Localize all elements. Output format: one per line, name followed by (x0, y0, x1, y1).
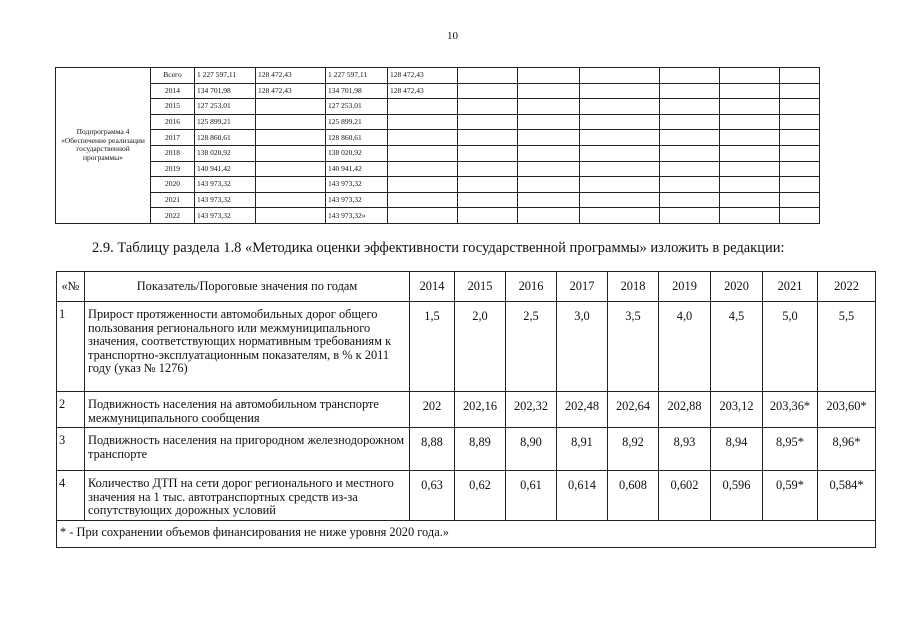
value-cell: 202,48 (557, 392, 608, 428)
empty-cell (720, 99, 780, 115)
amount-cell: 128 472,43 (256, 68, 326, 84)
year-cell: 2020 (151, 177, 195, 193)
header-year: 2015 (455, 272, 506, 302)
value-cell: 2,0 (455, 302, 506, 392)
amount-cell (388, 130, 458, 146)
empty-cell (660, 130, 720, 146)
value-cell: 0,62 (455, 471, 506, 521)
amount-cell: 128 860,61 (326, 130, 388, 146)
empty-cell (780, 83, 820, 99)
header-indicator: Показатель/Пороговые значения по годам (85, 272, 410, 302)
value-cell: 8,92 (608, 428, 659, 471)
table-row (57, 471, 876, 521)
amount-cell: 143 973,32 (195, 208, 256, 224)
table-row (56, 114, 820, 130)
row-number: 3 (57, 428, 85, 471)
value-cell: 4,5 (711, 302, 763, 392)
empty-cell (780, 177, 820, 193)
value-cell: 0,602 (659, 471, 711, 521)
amount-cell: 143 973,32 (195, 192, 256, 208)
empty-cell (660, 177, 720, 193)
section-heading: 2.9. Таблицу раздела 1.8 «Методика оценки эффективности государственной программы» изложить в редакции: (92, 240, 785, 256)
amount-cell: 140 941,42 (326, 161, 388, 177)
empty-cell (720, 114, 780, 130)
value-cell: 0,59* (763, 471, 818, 521)
empty-cell (580, 161, 660, 177)
table-header-row (57, 272, 876, 302)
value-cell: 8,89 (455, 428, 506, 471)
value-cell: 0,608 (608, 471, 659, 521)
value-cell: 203,12 (711, 392, 763, 428)
empty-cell (660, 208, 720, 224)
value-cell: 202,32 (506, 392, 557, 428)
value-cell: 8,91 (557, 428, 608, 471)
amount-cell: 140 941,42 (195, 161, 256, 177)
empty-cell (580, 192, 660, 208)
empty-cell (720, 145, 780, 161)
empty-cell (720, 192, 780, 208)
empty-cell (580, 114, 660, 130)
table-row (57, 428, 876, 471)
header-year: 2021 (763, 272, 818, 302)
indicator-cell: Количество ДТП на сети дорог регионального и местного значения на 1 тыс. автотранспортных средств из-за сопутствующих дорожных условий (85, 471, 410, 521)
amount-cell: 1 227 597,11 (195, 68, 256, 84)
value-cell: 202,88 (659, 392, 711, 428)
amount-cell (388, 192, 458, 208)
value-cell: 5,0 (763, 302, 818, 392)
amount-cell: 125 899,21 (326, 114, 388, 130)
empty-cell (458, 68, 518, 84)
amount-cell (388, 99, 458, 115)
amount-cell: 127 253,01 (195, 99, 256, 115)
table-row (56, 83, 820, 99)
header-year: 2018 (608, 272, 659, 302)
empty-cell (660, 192, 720, 208)
value-cell: 202,16 (455, 392, 506, 428)
empty-cell (458, 114, 518, 130)
funding-table (55, 67, 820, 224)
empty-cell (518, 208, 580, 224)
amount-cell: 134 701,98 (195, 83, 256, 99)
value-cell: 8,95* (763, 428, 818, 471)
value-cell: 3,0 (557, 302, 608, 392)
table-row (57, 392, 876, 428)
empty-cell (580, 177, 660, 193)
empty-cell (458, 208, 518, 224)
amount-cell (256, 99, 326, 115)
year-cell: 2018 (151, 145, 195, 161)
empty-cell (660, 145, 720, 161)
year-cell: Всего (151, 68, 195, 84)
amount-cell: 143 973,32 (326, 192, 388, 208)
amount-cell (256, 161, 326, 177)
indicator-cell: Прирост протяженности автомобильных дорог общего пользования регионального или межмуниципального значения, соответствующих нормативным требованиям к транспортно-эксплуатационным показателям, в % к 2011 году (указ № 1276) (85, 302, 410, 392)
table-row (56, 145, 820, 161)
empty-cell (458, 83, 518, 99)
indicator-cell: Подвижность населения на пригородном железнодорожном транспорте (85, 428, 410, 471)
amount-cell: 138 020,92 (195, 145, 256, 161)
amount-cell: 128 860,61 (195, 130, 256, 146)
empty-cell (720, 161, 780, 177)
empty-cell (580, 99, 660, 115)
row-number: 2 (57, 392, 85, 428)
table-row (57, 302, 876, 392)
value-cell: 203,60* (818, 392, 876, 428)
empty-cell (580, 208, 660, 224)
empty-cell (458, 192, 518, 208)
empty-cell (518, 192, 580, 208)
amount-cell (256, 208, 326, 224)
empty-cell (660, 161, 720, 177)
year-cell: 2016 (151, 114, 195, 130)
header-year: 2017 (557, 272, 608, 302)
amount-cell: 128 472,43 (388, 83, 458, 99)
value-cell: 2,5 (506, 302, 557, 392)
year-cell: 2019 (151, 161, 195, 177)
empty-cell (518, 68, 580, 84)
empty-cell (720, 83, 780, 99)
year-cell: 2014 (151, 83, 195, 99)
empty-cell (458, 177, 518, 193)
empty-cell (580, 68, 660, 84)
header-year: 2014 (410, 272, 455, 302)
header-num: «№ (57, 272, 85, 302)
header-year: 2022 (818, 272, 876, 302)
year-cell: 2015 (151, 99, 195, 115)
empty-cell (580, 130, 660, 146)
value-cell: 8,94 (711, 428, 763, 471)
value-cell: 0,584* (818, 471, 876, 521)
empty-cell (518, 145, 580, 161)
table-row (56, 177, 820, 193)
amount-cell (388, 161, 458, 177)
empty-cell (518, 99, 580, 115)
value-cell: 202 (410, 392, 455, 428)
empty-cell (580, 83, 660, 99)
amount-cell (388, 114, 458, 130)
amount-cell: 1 227 597,11 (326, 68, 388, 84)
amount-cell (256, 177, 326, 193)
table-row (56, 161, 820, 177)
empty-cell (518, 83, 580, 99)
empty-cell (720, 130, 780, 146)
header-year: 2016 (506, 272, 557, 302)
empty-cell (780, 130, 820, 146)
value-cell: 0,63 (410, 471, 455, 521)
value-cell: 0,614 (557, 471, 608, 521)
value-cell: 8,90 (506, 428, 557, 471)
amount-cell: 127 253,01 (326, 99, 388, 115)
amount-cell: 125 899,21 (195, 114, 256, 130)
value-cell: 3,5 (608, 302, 659, 392)
year-cell: 2021 (151, 192, 195, 208)
empty-cell (660, 68, 720, 84)
efficiency-table (56, 271, 876, 548)
amount-cell: 128 472,43 (388, 68, 458, 84)
empty-cell (780, 145, 820, 161)
value-cell: 4,0 (659, 302, 711, 392)
empty-cell (518, 177, 580, 193)
empty-cell (780, 99, 820, 115)
amount-cell (388, 145, 458, 161)
amount-cell: 143 973,32 (326, 177, 388, 193)
table-row (56, 130, 820, 146)
amount-cell (256, 114, 326, 130)
indicator-cell: Подвижность населения на автомобильном транспорте межмуниципального сообщения (85, 392, 410, 428)
empty-cell (780, 208, 820, 224)
amount-cell (256, 145, 326, 161)
value-cell: 5,5 (818, 302, 876, 392)
empty-cell (518, 114, 580, 130)
empty-cell (518, 161, 580, 177)
empty-cell (780, 114, 820, 130)
header-year: 2020 (711, 272, 763, 302)
value-cell: 8,93 (659, 428, 711, 471)
year-cell: 2022 (151, 208, 195, 224)
empty-cell (458, 145, 518, 161)
value-cell: 202,64 (608, 392, 659, 428)
amount-cell: 143 973,32 (195, 177, 256, 193)
amount-cell (256, 192, 326, 208)
footnote-row (57, 521, 876, 548)
value-cell: 0,61 (506, 471, 557, 521)
page-number: 10 (447, 30, 458, 42)
value-cell: 203,36* (763, 392, 818, 428)
empty-cell (780, 161, 820, 177)
value-cell: 8,96* (818, 428, 876, 471)
header-year: 2019 (659, 272, 711, 302)
empty-cell (458, 99, 518, 115)
empty-cell (518, 130, 580, 146)
row-number: 1 (57, 302, 85, 392)
value-cell: 1,5 (410, 302, 455, 392)
table-row (56, 208, 820, 224)
table-row (56, 68, 820, 84)
empty-cell (458, 130, 518, 146)
value-cell: 8,88 (410, 428, 455, 471)
empty-cell (780, 68, 820, 84)
value-cell: 0,596 (711, 471, 763, 521)
table-row (56, 192, 820, 208)
amount-cell: 134 701,98 (326, 83, 388, 99)
amount-cell (256, 130, 326, 146)
empty-cell (458, 161, 518, 177)
amount-cell: 138 020,92 (326, 145, 388, 161)
amount-cell (388, 177, 458, 193)
empty-cell (660, 114, 720, 130)
amount-cell (388, 208, 458, 224)
empty-cell (720, 208, 780, 224)
empty-cell (720, 177, 780, 193)
amount-cell: 143 973,32» (326, 208, 388, 224)
footnote: * - При сохранении объемов финансирования не ниже уровня 2020 года.» (57, 521, 876, 548)
amount-cell: 128 472,43 (256, 83, 326, 99)
empty-cell (580, 145, 660, 161)
table-row (56, 99, 820, 115)
program-name: Подпрограмма 4 «Обеспечение реализации государственной программы» (56, 68, 151, 224)
row-number: 4 (57, 471, 85, 521)
empty-cell (660, 83, 720, 99)
empty-cell (780, 192, 820, 208)
empty-cell (720, 68, 780, 84)
empty-cell (660, 99, 720, 115)
year-cell: 2017 (151, 130, 195, 146)
